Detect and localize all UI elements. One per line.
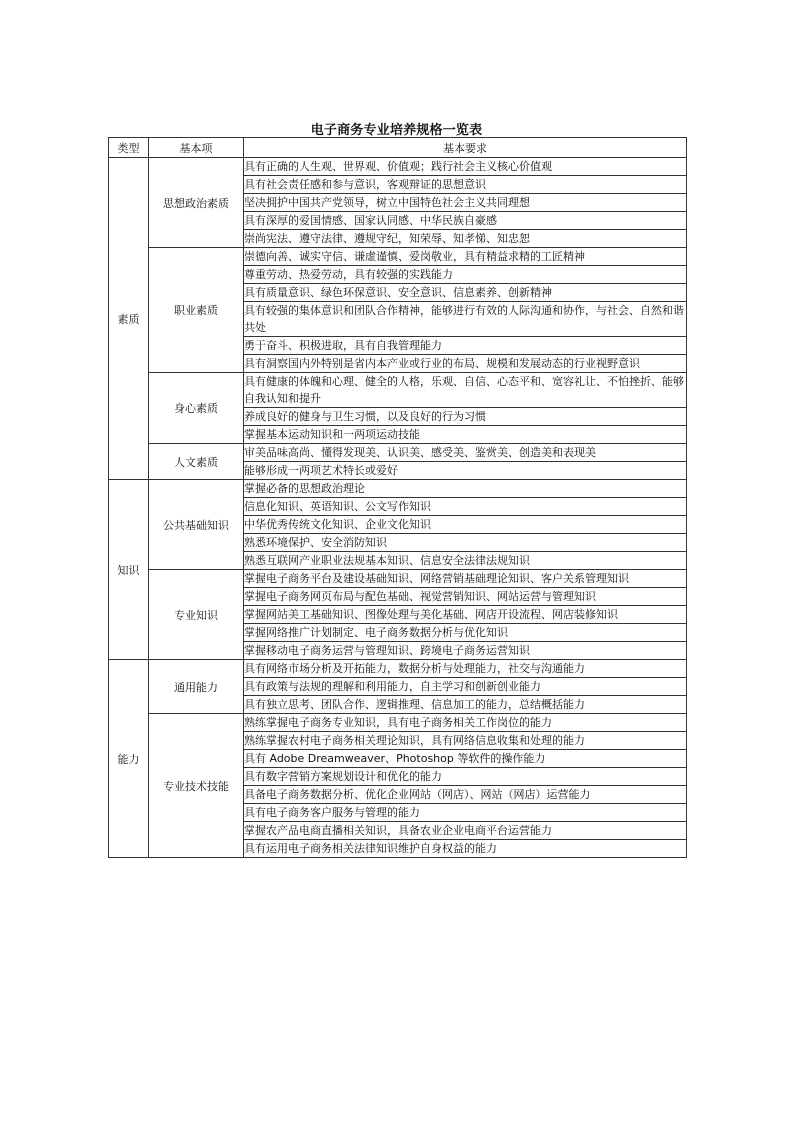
category-type-cell: 素质 — [109, 158, 149, 480]
basic-item-cell: 通用能力 — [149, 660, 244, 714]
requirement-cell: 熟练掌握农村电子商务相关理论知识，具有网络信息收集和处理的能力 — [244, 732, 687, 750]
basic-item-cell: 专业技术技能 — [149, 714, 244, 858]
requirement-cell: 勇于奋斗、积极进取，具有自我管理能力 — [244, 337, 687, 355]
header-type: 类型 — [109, 138, 149, 158]
basic-item-cell: 身心素质 — [149, 373, 244, 444]
requirement-cell: 中华优秀传统文化知识、企业文化知识 — [244, 516, 687, 534]
requirement-cell: 掌握网站美工基础知识、图像处理与美化基础、网店开设流程、网店装修知识 — [244, 606, 687, 624]
table-row — [109, 158, 687, 176]
requirement-cell: 养成良好的健身与卫生习惯，以及良好的行为习惯 — [244, 408, 687, 426]
requirement-cell: 具有质量意识、绿色环保意识、安全意识、信息素养、创新精神 — [244, 284, 687, 302]
requirement-cell: 具有 Adobe Dreamweaver、Photoshop 等软件的操作能力 — [244, 750, 687, 768]
table-row — [109, 714, 687, 732]
requirement-cell: 具有健康的体魄和心理、健全的人格，乐观、自信、心态平和、宽容礼让、不怕挫折、能够自我认知和提升 — [244, 373, 687, 408]
table-row — [109, 373, 687, 408]
requirement-cell: 能够形成一两项艺术特长或爱好 — [244, 462, 687, 480]
basic-item-cell: 人文素质 — [149, 444, 244, 480]
requirement-cell: 坚决拥护中国共产党领导，树立中国特色社会主义共同理想 — [244, 194, 687, 212]
requirement-cell: 具有数字营销方案规划设计和优化的能力 — [244, 768, 687, 786]
category-type-cell: 能力 — [109, 660, 149, 858]
requirement-cell: 具有网络市场分析及开拓能力，数据分析与处理能力，社交与沟通能力 — [244, 660, 687, 678]
requirement-cell: 崇德向善、诚实守信、谦虚谨慎、爱岗敬业，具有精益求精的工匠精神 — [244, 248, 687, 266]
requirement-cell: 尊重劳动、热爱劳动，具有较强的实践能力 — [244, 266, 687, 284]
requirement-cell: 具有社会责任感和参与意识，客观辩证的思想意识 — [244, 176, 687, 194]
basic-item-cell: 职业素质 — [149, 248, 244, 373]
requirement-cell: 掌握电子商务平台及建设基础知识、网络营销基础理论知识、客户关系管理知识 — [244, 570, 687, 588]
requirement-cell: 崇尚宪法、遵守法律、遵规守纪，知荣辱、知孝悌、知忠恕 — [244, 230, 687, 248]
table-header-row — [109, 138, 687, 158]
requirement-cell: 具有运用电子商务相关法律知识维护自身权益的能力 — [244, 840, 687, 858]
requirement-cell: 具有独立思考、团队合作、逻辑推理、信息加工的能力，总结概括能力 — [244, 696, 687, 714]
header-requirement: 基本要求 — [244, 138, 687, 158]
requirement-cell: 掌握基本运动知识和一两项运动技能 — [244, 426, 687, 444]
table-row — [109, 570, 687, 588]
table-row — [109, 248, 687, 266]
requirement-cell: 掌握电子商务网页布局与配色基础、视觉营销知识、网站运营与管理知识 — [244, 588, 687, 606]
requirement-cell: 具有政策与法规的理解和利用能力，自主学习和创新创业能力 — [244, 678, 687, 696]
category-type-cell: 知识 — [109, 480, 149, 660]
requirement-cell: 具有电子商务客户服务与管理的能力 — [244, 804, 687, 822]
requirement-cell: 掌握农产品电商直播相关知识，具备农业企业电商平台运营能力 — [244, 822, 687, 840]
basic-item-cell: 专业知识 — [149, 570, 244, 660]
requirement-cell: 具有深厚的爱国情感、国家认同感、中华民族自豪感 — [244, 212, 687, 230]
requirement-cell: 熟练掌握电子商务专业知识，具有电子商务相关工作岗位的能力 — [244, 714, 687, 732]
basic-item-cell: 公共基础知识 — [149, 480, 244, 570]
requirement-cell: 具备电子商务数据分析、优化企业网站（网店）、网站（网店）运营能力 — [244, 786, 687, 804]
table-row — [109, 660, 687, 678]
spec-table — [108, 137, 687, 858]
header-item: 基本项 — [149, 138, 244, 158]
requirement-cell: 具有较强的集体意识和团队合作精神，能够进行有效的人际沟通和协作，与社会、自然和谐共处 — [244, 302, 687, 337]
page-title: 电子商务专业培养规格一览表 — [310, 123, 483, 138]
table-body — [109, 158, 687, 858]
requirement-cell: 掌握网络推广计划制定、电子商务数据分析与优化知识 — [244, 624, 687, 642]
table-row — [109, 444, 687, 462]
requirement-cell: 熟悉互联网产业职业法规基本知识、信息安全法律法规知识 — [244, 552, 687, 570]
requirement-cell: 具有洞察国内外特别是省内本产业或行业的布局、规模和发展动态的行业视野意识 — [244, 355, 687, 373]
requirement-cell: 熟悉环境保护、安全消防知识 — [244, 534, 687, 552]
requirement-cell: 具有正确的人生观、世界观、价值观；践行社会主义核心价值观 — [244, 158, 687, 176]
requirement-cell: 信息化知识、英语知识、公文写作知识 — [244, 498, 687, 516]
requirement-cell: 掌握必备的思想政治理论 — [244, 480, 687, 498]
requirement-cell: 掌握移动电子商务运营与管理知识、跨境电子商务运营知识 — [244, 642, 687, 660]
requirement-cell: 审美品味高尚、懂得发现美、认识美、感受美、鉴赏美、创造美和表现美 — [244, 444, 687, 462]
table-row — [109, 480, 687, 498]
basic-item-cell: 思想政治素质 — [149, 158, 244, 248]
